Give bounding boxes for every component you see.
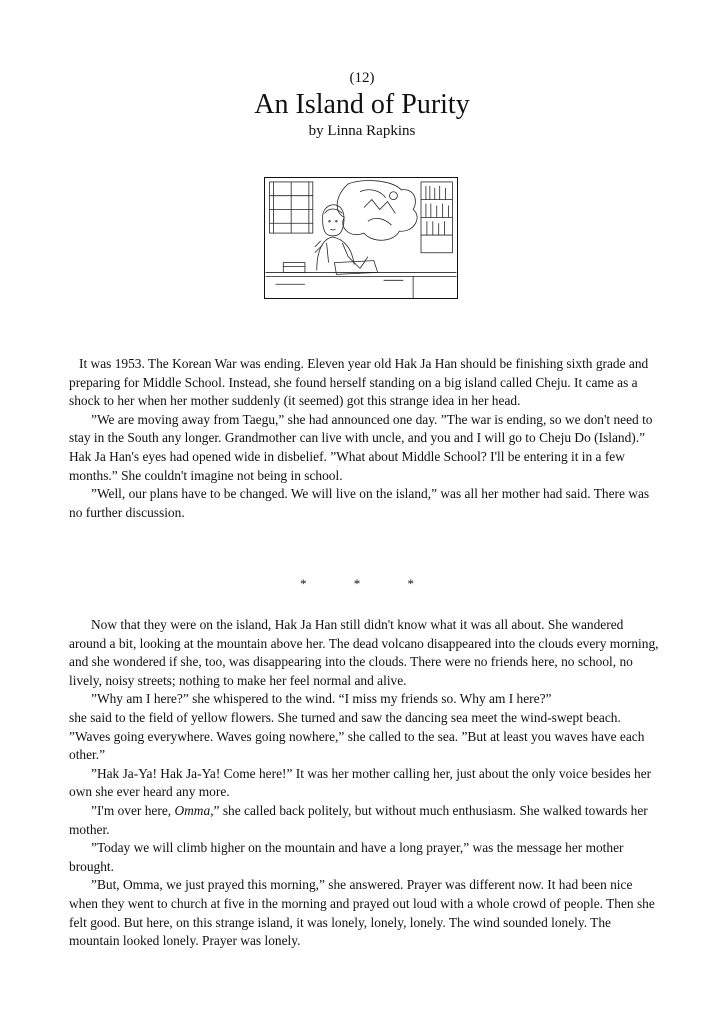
paragraph: Hak Ja Han's eyes had opened wide in disbelief. ”What about Middle School? I'll be entering it in a few months.” She couldn't imagine not being in school.	[69, 448, 625, 483]
illustration	[264, 177, 458, 299]
girl-at-desk-drawing-icon	[265, 178, 457, 298]
paragraph: ”Hak Ja-Ya! Hak Ja-Ya! Come here!” It was her mother calling her, just about the only voice besides her own she ever heard any more.	[69, 765, 652, 800]
paragraph: It was 1953. The Korean War was ending. Eleven year old Hak Ja Han should be finishing sixth grade and preparing for Middle School. Instead, she found herself standing on a big island called Cheju. It came as a shock to her when her mother suddenly (it seemed) got this strange idea in her head.	[69, 356, 649, 409]
text-run: ,” she called back politely, but without much enthusiasm. She walked towards her mother.	[69, 802, 648, 837]
section-separator: * * *	[300, 576, 436, 591]
story-section-2	[69, 616, 659, 951]
paragraph: she said to the field of yellow flowers. She turned and saw the dancing sea meet the wind-swept beach. ”Waves going everywhere. Waves going nowhere,” she called to the sea. ”But at least you waves have each other.”	[69, 709, 645, 763]
chapter-number: (12)	[349, 70, 375, 86]
paragraph: Now that they were on the island, Hak Ja Han still didn't know what it was all about. She wandered around a bit, looking at the mountain above her. The dead volcano disappeared into the clouds every morning, and she wondered if she, too, was disappearing into the clouds. There were no friends here, no school, no lively, noisy streets; nothing to make her feel normal and alive.	[69, 617, 659, 688]
story-section-1	[69, 355, 659, 522]
byline: by Linna Rapkins	[308, 123, 416, 139]
paragraph: ”Why am I here?” she whispered to the wind. “I miss my friends so. Why am I here?”	[91, 691, 552, 707]
text-run: ”I'm over here,	[91, 802, 175, 818]
emphasis-omma: Omma	[174, 802, 211, 818]
paragraph: ”Well, our plans have to be changed. We will live on the island,” was all her mother had said. There was no further discussion.	[69, 486, 650, 520]
paragraph: ”Today we will climb higher on the mountain and have a long prayer,” was the message her mother brought.	[69, 840, 624, 874]
paragraph: ”We are moving away from Taegu,” she had announced one day. ”The war is ending, so we don't need to stay in the South any longer. Grandmother can live with uncle, and you and I will go to Cheju Do (Island).”	[69, 411, 653, 446]
paragraph	[69, 802, 659, 839]
page-title: An Island of Purity	[254, 89, 470, 120]
paragraph: ”But, Omma, we just prayed this morning,” she answered. Prayer was different now. It had been nice when they went to church at five in the morning and prayed out loud with a whole crowd of people. Then she felt good. But here, on this strange island, it was lonely, lonely, lonely. The wind sounded lonely. The mountain looked lonely. Prayer was lonely.	[69, 877, 655, 949]
